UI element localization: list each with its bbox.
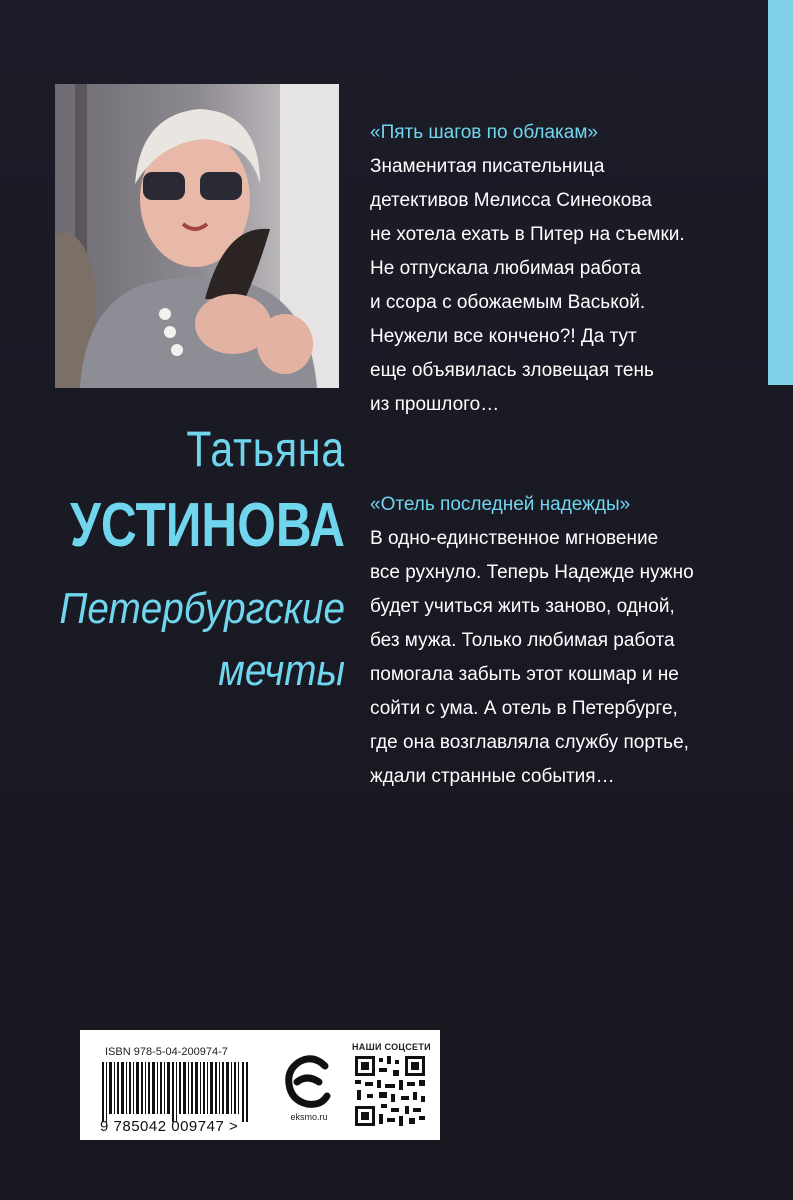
blurb-line: помогала забыть этот кошмар и не	[370, 664, 679, 685]
author-first-name: Татьяна	[186, 421, 345, 477]
publisher-url: eksmo.ru	[290, 1112, 328, 1122]
blurb-line: не хотела ехать в Питер на съемки.	[370, 224, 685, 245]
blurb-line: Неужели все кончено?! Да тут	[370, 326, 637, 347]
barcode-digits: 9 785042 009747 >	[100, 1118, 239, 1135]
barcode-panel	[80, 1030, 440, 1140]
blurb-line: и ссора с обожаемым Васькой.	[370, 292, 646, 313]
blurb-1	[370, 116, 750, 422]
accent-stripe	[768, 0, 793, 385]
author-last-name: УСТИНОВА	[70, 491, 345, 560]
blurb-line: Знаменитая писательница	[370, 156, 605, 177]
author-photo	[55, 84, 339, 388]
social-label: НАШИ СОЦСЕТИ	[352, 1042, 431, 1052]
blurb-title: «Отель последней надежды»	[370, 494, 631, 515]
blurb-line: ждали странные события…	[370, 766, 615, 787]
blurb-line: Не отпускала любимая работа	[370, 258, 641, 279]
blurb-line: еще объявилась зловещая тень	[370, 360, 654, 381]
eksmo-logo-icon	[283, 1052, 333, 1112]
isbn-label: ISBN 978-5-04-200974-7	[105, 1046, 228, 1058]
book-title-line-1: Петербургские	[59, 584, 345, 633]
blurb-line: все рухнуло. Теперь Надежде нужно	[370, 562, 694, 583]
blurb-line: из прошлого…	[370, 394, 500, 415]
blurb-title: «Пять шагов по облакам»	[370, 122, 598, 143]
blurb-2	[370, 488, 750, 794]
book-title-line-2: мечты	[218, 646, 345, 695]
blurb-line: В одно-единственное мгновение	[370, 528, 659, 549]
qr-code-icon	[355, 1056, 425, 1126]
blurb-line: где она возглавляла службу портье,	[370, 732, 689, 753]
blurb-line: детективов Мелисса Синеокова	[370, 190, 652, 211]
blurb-line: будет учиться жить заново, одной,	[370, 596, 675, 617]
blurb-line: сойти с ума. А отель в Петербурге,	[370, 698, 678, 719]
barcode-icon	[102, 1062, 250, 1122]
blurb-line: без мужа. Только любимая работа	[370, 630, 675, 651]
